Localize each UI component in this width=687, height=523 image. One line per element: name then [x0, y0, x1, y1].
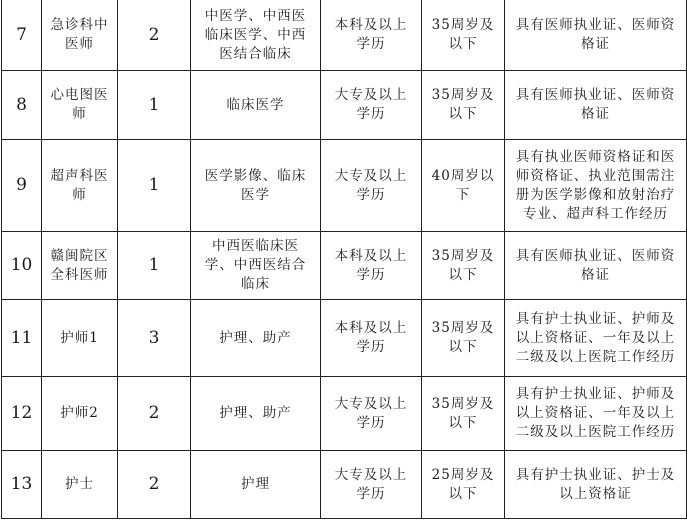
headcount: 1 [118, 140, 191, 232]
other-requirements: 具有医师执业证、医师资格证 [505, 0, 687, 71]
major-requirement: 医学影像、临床医学 [191, 140, 321, 232]
table-row [2, 140, 687, 232]
table-row [2, 0, 687, 71]
headcount: 2 [118, 0, 191, 71]
major-requirement: 中西医临床医学、中西医结合临床 [191, 232, 321, 300]
education-requirement: 本科及以上学历 [321, 0, 422, 71]
row-number: 7 [2, 0, 42, 71]
other-requirements: 具有护士执业证、护师及以上资格证、一年及以上二级及以上医院工作经历 [505, 377, 687, 451]
row-number: 8 [2, 71, 42, 140]
position-name: 赣闽院区全科医师 [42, 232, 118, 300]
age-requirement: 40周岁以下 [422, 140, 505, 232]
education-requirement: 大专及以上学历 [321, 71, 422, 140]
table-row [2, 377, 687, 451]
table-row [2, 300, 687, 377]
row-number: 12 [2, 377, 42, 451]
major-requirement: 护理 [191, 451, 321, 519]
table-row [2, 451, 687, 519]
position-name: 护师1 [42, 300, 118, 377]
major-requirement: 护理、助产 [191, 300, 321, 377]
other-requirements: 具有护士执业证、护师及以上资格证、一年及以上二级及以上医院工作经历 [505, 300, 687, 377]
headcount: 1 [118, 71, 191, 140]
major-requirement: 护理、助产 [191, 377, 321, 451]
major-requirement: 中医学、中西医临床医学、中西医结合临床 [191, 0, 321, 71]
headcount: 2 [118, 451, 191, 519]
headcount: 1 [118, 232, 191, 300]
other-requirements: 具有医师执业证、医师资格证 [505, 232, 687, 300]
education-requirement: 本科及以上学历 [321, 232, 422, 300]
age-requirement: 35周岁及以下 [422, 0, 505, 71]
recruitment-table [1, 0, 687, 519]
row-number: 10 [2, 232, 42, 300]
major-requirement: 临床医学 [191, 71, 321, 140]
position-name: 护士 [42, 451, 118, 519]
table-row [2, 71, 687, 140]
position-name: 急诊科中医师 [42, 0, 118, 71]
other-requirements: 具有护士执业证、护士及以上资格证 [505, 451, 687, 519]
education-requirement: 大专及以上学历 [321, 451, 422, 519]
age-requirement: 35周岁及以下 [422, 71, 505, 140]
other-requirements: 具有执业医师资格证和医师资格证、执业范围需注册为医学影像和放射治疗专业、超声科工作经历 [505, 140, 687, 232]
row-number: 11 [2, 300, 42, 377]
education-requirement: 大专及以上学历 [321, 140, 422, 232]
headcount: 3 [118, 300, 191, 377]
education-requirement: 本科及以上学历 [321, 300, 422, 377]
age-requirement: 25周岁及以下 [422, 451, 505, 519]
age-requirement: 35周岁及以下 [422, 377, 505, 451]
headcount: 2 [118, 377, 191, 451]
position-name: 护师2 [42, 377, 118, 451]
position-name: 心电图医师 [42, 71, 118, 140]
row-number: 9 [2, 140, 42, 232]
education-requirement: 大专及以上学历 [321, 377, 422, 451]
age-requirement: 35周岁及以下 [422, 232, 505, 300]
position-name: 超声科医师 [42, 140, 118, 232]
table-row [2, 232, 687, 300]
age-requirement: 35周岁及以下 [422, 300, 505, 377]
row-number: 13 [2, 451, 42, 519]
other-requirements: 具有医师执业证、医师资格证 [505, 71, 687, 140]
